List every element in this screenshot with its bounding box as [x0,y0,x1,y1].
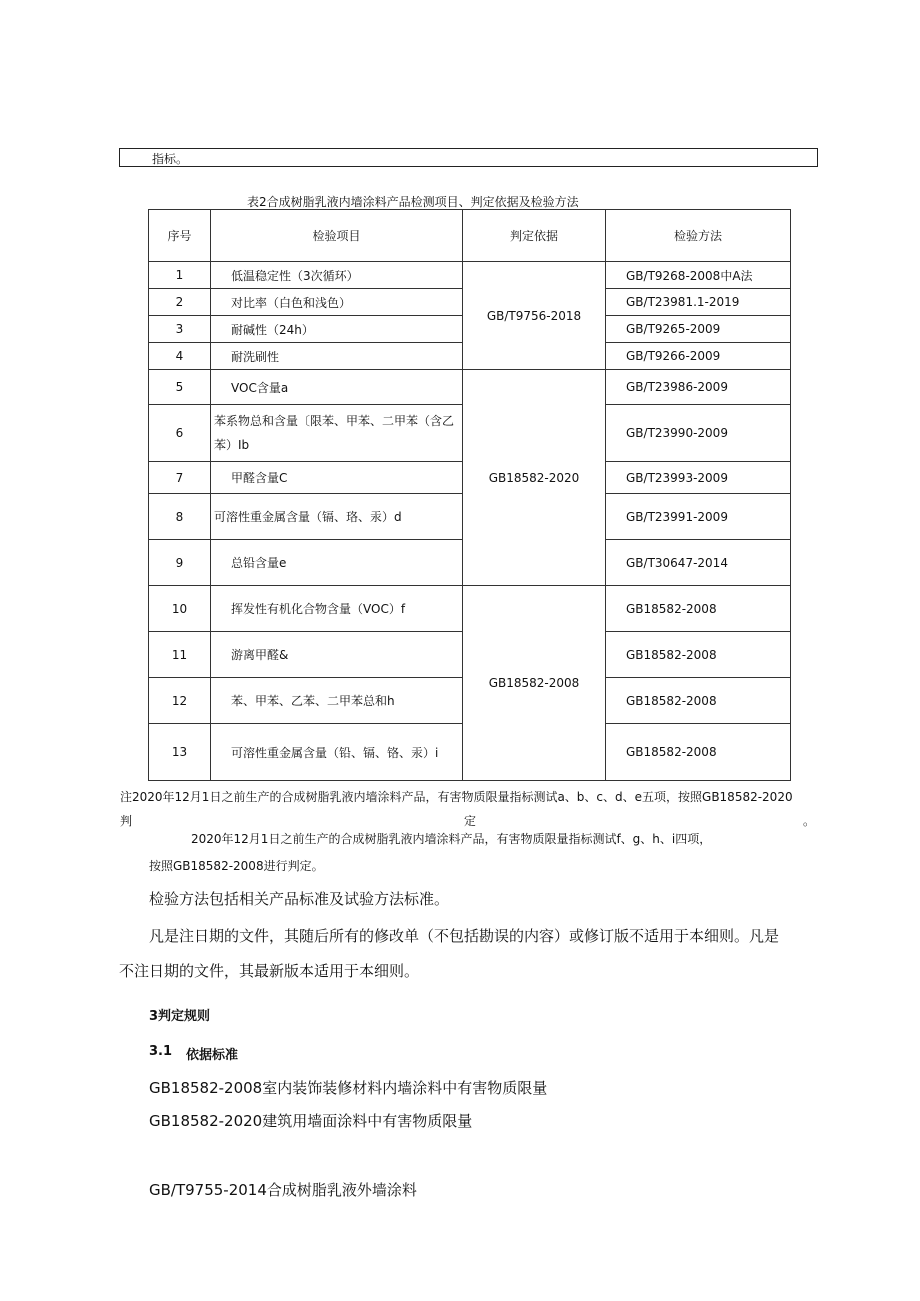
row-item-line: 苯系物总和含量〔限苯、甲苯、二甲苯（含乙 [214,414,455,428]
row-no: 4 [149,343,211,370]
row-item [211,405,463,462]
paragraph-2-line-2: 不注日期的文件，其最新版本适用于本细则。 [119,962,420,980]
row-method: GB/T23991-2009 [606,494,791,540]
row-no: 1 [149,262,211,289]
table-row [149,370,791,405]
header-no: 序号 [149,210,211,262]
table-row [149,586,791,632]
row-no: 9 [149,540,211,586]
note-line-2-right: 。 [803,814,816,828]
row-item: 耐碱性（24h） [211,316,463,343]
row-no: 8 [149,494,211,540]
row-no: 6 [149,405,211,462]
table-header-row [149,210,791,262]
row-item: 对比率（白色和浅色） [211,289,463,316]
row-item: 苯、甲苯、乙苯、二甲苯总和h [211,678,463,724]
standard-2: GB18582-2020建筑用墙面涂料中有害物质限量 [149,1112,473,1130]
row-method: GB18582-2008 [606,632,791,678]
row-no: 5 [149,370,211,405]
section-3-1-title: 依据标准 [186,1048,239,1063]
table-caption: 表2合成树脂乳液内墙涂料产品检测项目、判定依据及检验方法 [247,195,579,209]
row-method: GB/T23990-2009 [606,405,791,462]
row-basis: GB/T9756-2018 [463,262,606,370]
row-item: 可溶性重金属含量（铅、镉、铬、汞）i [211,724,463,781]
standard-3: GB/T9755-2014合成树脂乳液外墙涂料 [149,1181,417,1199]
row-item: 总铅含量e [211,540,463,586]
row-basis: GB18582-2008 [463,586,606,781]
row-method: GB/T23986-2009 [606,370,791,405]
row-item: 可溶性重金属含量（镉、珞、汞）d [211,494,463,540]
section-3-heading: 3判定规则 [149,1009,211,1024]
row-item: 甲醛含量C [211,462,463,494]
row-no: 13 [149,724,211,781]
header-basis: 判定依据 [463,210,606,262]
row-no: 2 [149,289,211,316]
paragraph-2-line-1: 凡是注日期的文件，其随后所有的修改单（不包括勘误的内容）或修订版不适用于本细则。凡是 [149,927,780,945]
row-method: GB18582-2008 [606,586,791,632]
row-method: GB/T9265-2009 [606,316,791,343]
row-basis: GB18582-2020 [463,370,606,586]
row-method: GB/T23993-2009 [606,462,791,494]
row-item: 低温稳定性（3次循环） [211,262,463,289]
paragraph-1: 检验方法包括相关产品标准及试验方法标准。 [149,890,450,908]
standard-1: GB18582-2008室内装饰装修材料内墙涂料中有害物质限量 [149,1079,548,1097]
row-method: GB18582-2008 [606,678,791,724]
row-method: GB18582-2008 [606,724,791,781]
row-item: 挥发性有机化合物含量（VOC）f [211,586,463,632]
row-no: 3 [149,316,211,343]
row-method: GB/T23981.1-2019 [606,289,791,316]
header-item: 检验项目 [211,210,463,262]
note-line-3: 2020年12月1日之前生产的合成树脂乳液内墙涂料产品，有害物质限量指标测试f、g、h、i四项， [191,832,712,846]
note-line-1: 注2020年12月1日之前生产的合成树脂乳液内墙涂料产品，有害物质限量指标测试a、b、c、d、e五项，按照GB18582-2020 [120,790,793,804]
row-method: GB/T30647-2014 [606,540,791,586]
note-line-4: 按照GB18582-2008进行判定。 [149,859,324,873]
row-no: 11 [149,632,211,678]
table-row [149,262,791,289]
row-no: 7 [149,462,211,494]
inspection-table [148,209,791,781]
note-line-2-left: 判 [120,814,133,828]
row-item: VOC含量a [211,370,463,405]
top-box [119,148,818,167]
top-box-text: 指标。 [152,152,189,166]
row-item: 游离甲醛& [211,632,463,678]
row-method: GB/T9266-2009 [606,343,791,370]
header-method: 检验方法 [606,210,791,262]
row-item: 耐洗刷性 [211,343,463,370]
row-no: 12 [149,678,211,724]
row-no: 10 [149,586,211,632]
note-line-2-mid: 定 [464,814,477,828]
section-3-1-number: 3.1 [149,1044,173,1059]
row-item-line: 苯）Ib [214,438,250,452]
row-method: GB/T9268-2008中A法 [606,262,791,289]
